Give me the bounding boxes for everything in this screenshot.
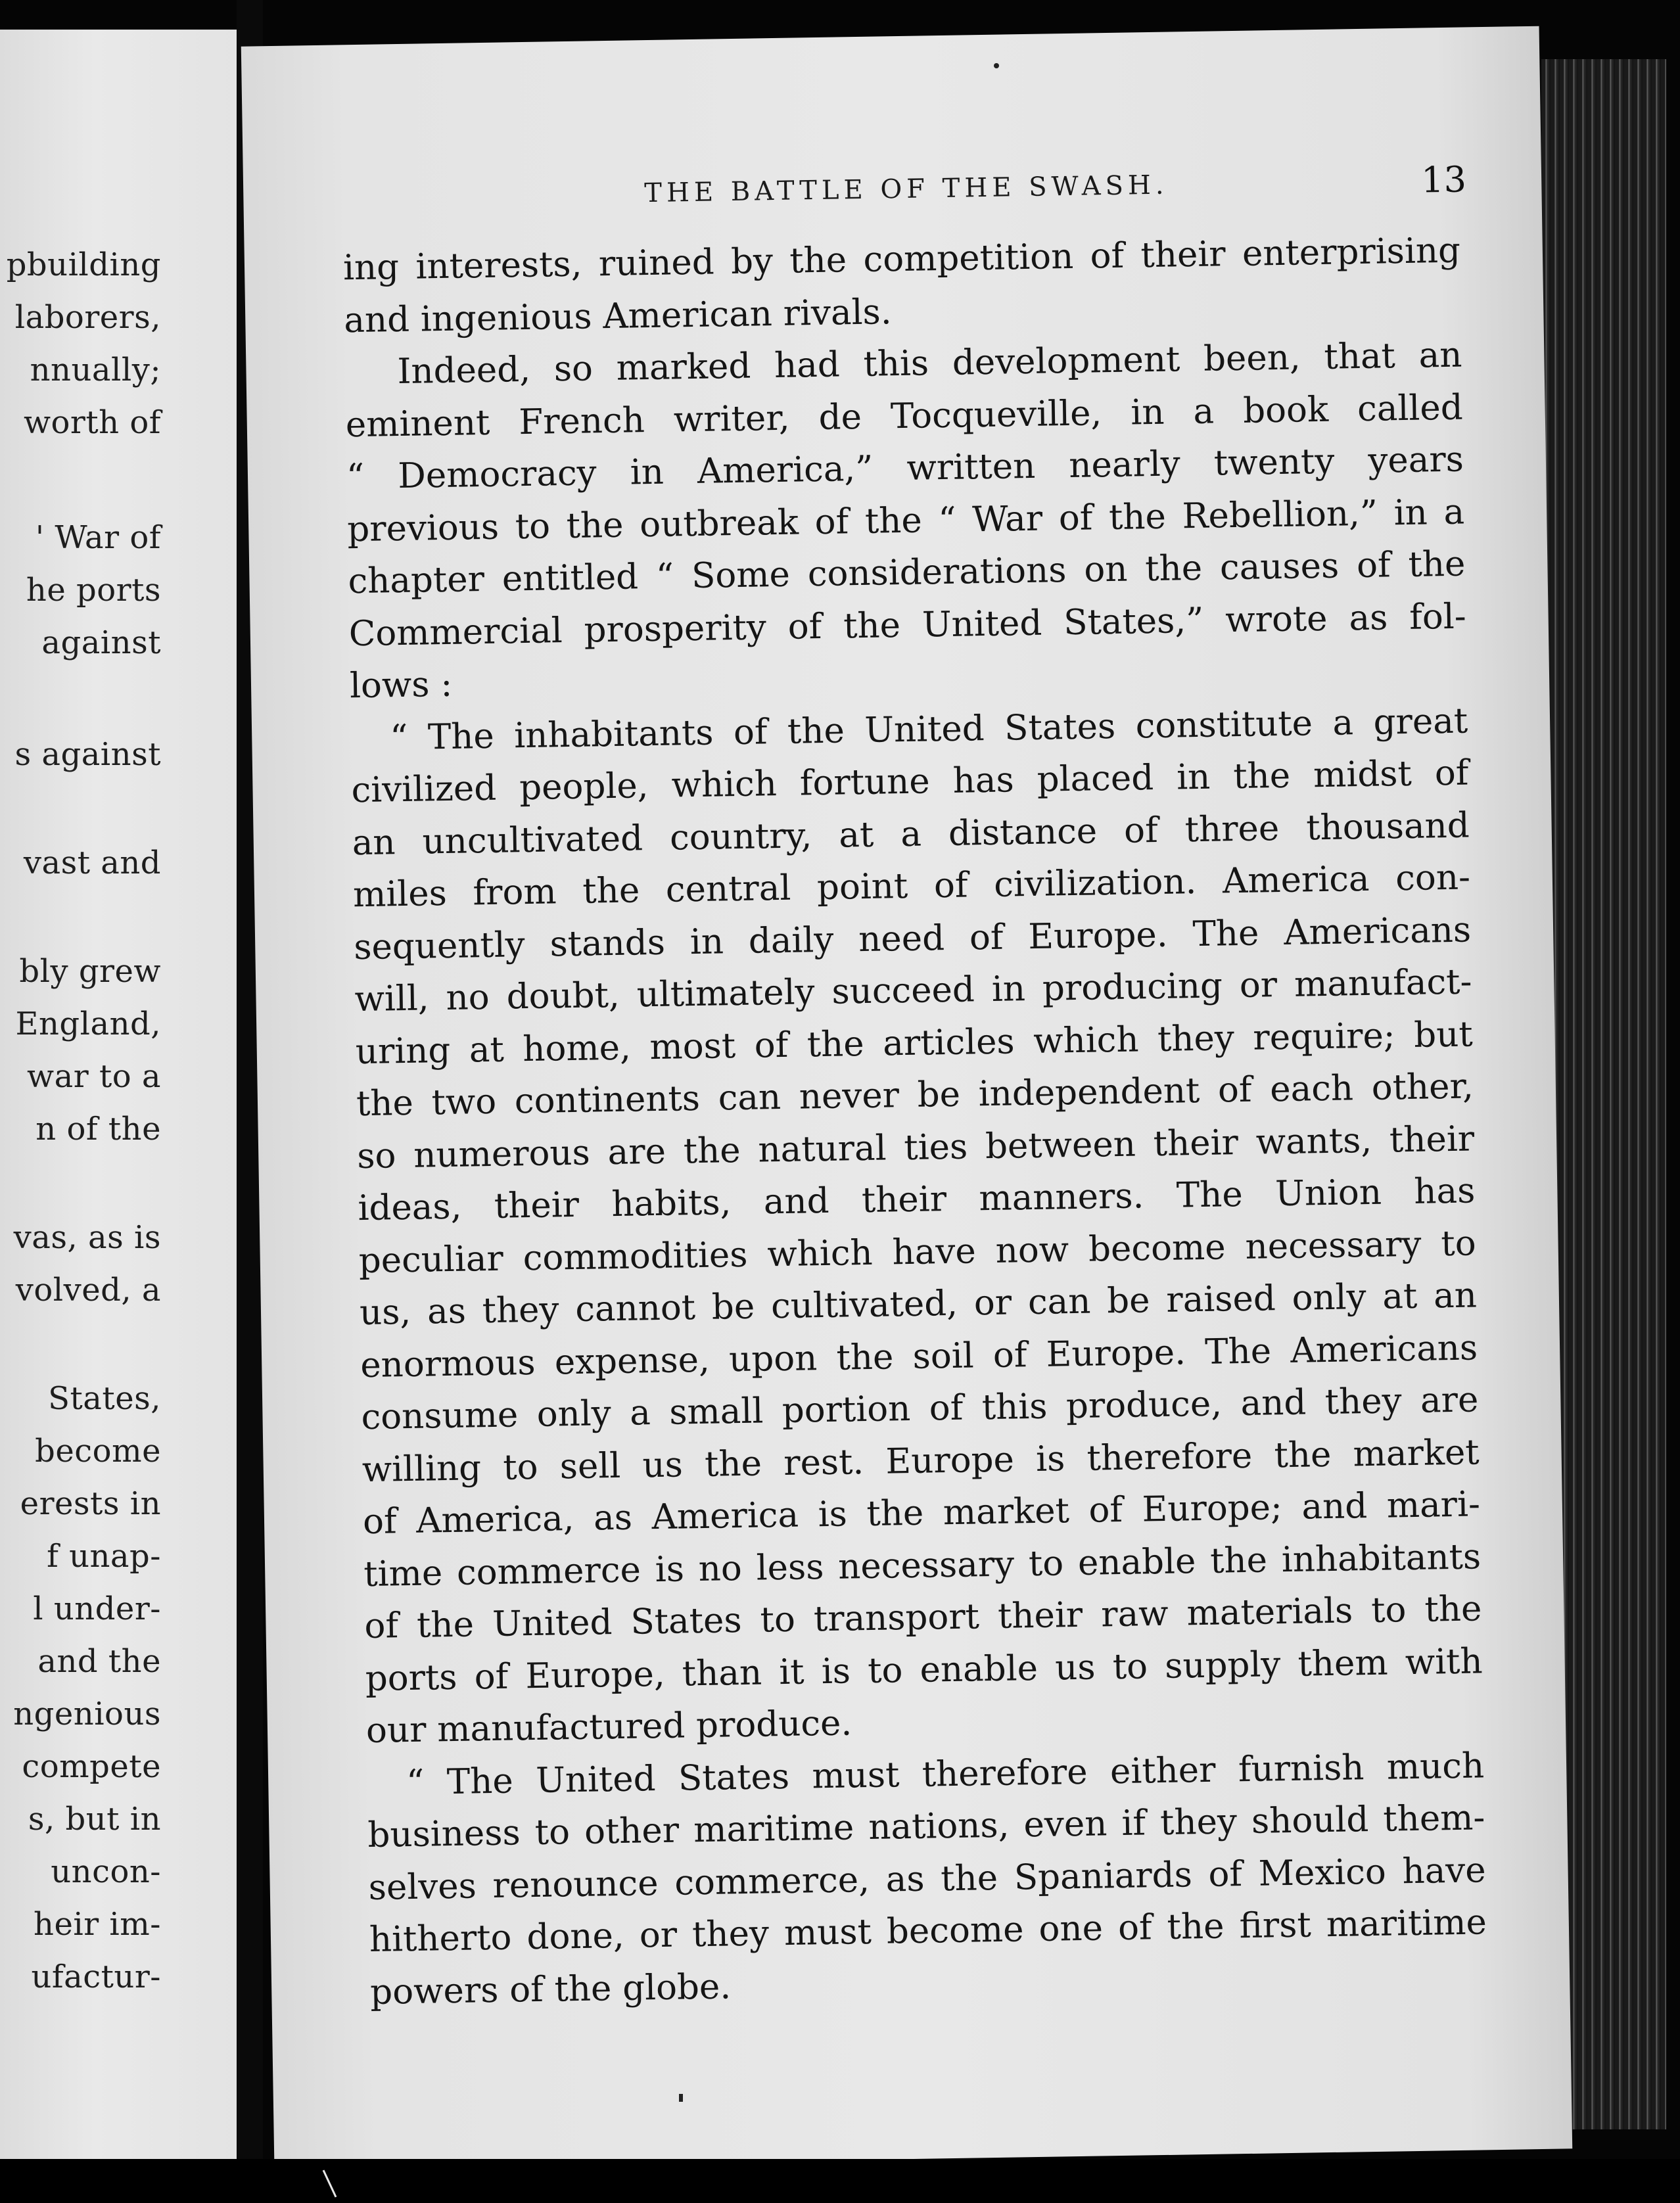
text-line: consume only a small portion of this produce, and they are [361, 1380, 1479, 1438]
left-line: s, but in [28, 1801, 161, 1838]
text-line: an uncultivated country, at a distance of three thousand [352, 805, 1470, 863]
text-line: business to other maritime nations, even if they should them- [367, 1797, 1485, 1856]
left-line: uncon- [51, 1853, 161, 1890]
left-line: l under- [33, 1590, 161, 1627]
text-line: ports of Europe, than it is to enable us to supply them with [365, 1640, 1483, 1699]
text-line: so numerous are the natural ties between their wants, their [356, 1118, 1475, 1176]
left-line: f unap- [47, 1538, 161, 1575]
left-line: vast and [23, 845, 161, 881]
left-line: and the [37, 1643, 161, 1680]
left-line: laborers, [14, 299, 161, 336]
text-line: chapter entitled “ Some considerations on the causes of the [348, 544, 1466, 602]
text-line: sequently stands in daily need of Europe. The Americans [353, 909, 1472, 967]
text-line: lows : [349, 664, 453, 707]
left-line: vas, as is [13, 1219, 161, 1256]
left-line: compete [22, 1748, 161, 1785]
left-line: bly grew [19, 953, 161, 990]
text-line: civilized people, which fortune has placed in the midst of [351, 753, 1469, 811]
left-line: England, [15, 1006, 161, 1042]
ink-speck [994, 63, 999, 68]
text-line: previous to the outbreak of the “ War of the Rebellion,” in a [346, 492, 1465, 549]
text-line: willing to sell us the rest. Europe is therefore the market [362, 1431, 1480, 1490]
text-line: hitherto done, or they must become one of the first maritime [369, 1902, 1487, 1960]
left-line: s against [14, 736, 161, 773]
left-line: become [35, 1433, 161, 1470]
text-line: enormous expense, upon the soil of Europe. The Americans [360, 1327, 1478, 1385]
text-line: of the United States to transport their raw materials to the [364, 1588, 1482, 1647]
ink-speck [679, 2094, 683, 2102]
body-text [342, 225, 1487, 2018]
left-page [0, 30, 237, 2159]
left-line: n of the [35, 1111, 161, 1148]
left-line: worth of [23, 404, 161, 441]
text-line: of America, as America is the market of Europe; and mari- [362, 1484, 1481, 1542]
left-line: States, [48, 1380, 161, 1417]
text-line: “ The inhabitants of the United States constitute a great [389, 701, 1468, 758]
scan-mark [323, 2169, 337, 2197]
right-page [241, 26, 1572, 2169]
left-line: ' War of [35, 519, 161, 556]
text-line: Commercial prosperity of the United States,” wrote as fol- [348, 596, 1467, 654]
left-line: pbuilding [6, 246, 161, 283]
text-line: uring at home, most of the articles which they require; but [355, 1013, 1474, 1072]
text-line: the two continents can never be independent of each other, [356, 1066, 1474, 1125]
text-line: will, no doubt, ultimately succeed in producing or manufact- [354, 962, 1472, 1020]
text-line: “ The United States must therefore either furnish much [406, 1745, 1485, 1803]
text-line: “ Democracy in America,” written nearly twenty years [346, 439, 1464, 498]
running-head: THE BATTLE OF THE SWASH. [643, 170, 1169, 209]
left-line: erests in [20, 1485, 161, 1522]
left-line: ufactur- [31, 1959, 161, 1995]
text-line: ideas, their habits, and their manners. The Union has [358, 1171, 1476, 1229]
text-line: Indeed, so marked had this development been, that an [397, 335, 1462, 392]
left-line: heir im- [34, 1906, 161, 1943]
left-line: nnually; [30, 352, 161, 388]
left-line: volved, a [15, 1272, 161, 1309]
page-number: 13 [1420, 158, 1467, 201]
scan-border [0, 2159, 1680, 2203]
text-line: time commerce is no less necessary to enable the inhabitants [363, 1536, 1482, 1594]
text-line: selves renounce commerce, as the Spaniards of Mexico have [368, 1849, 1487, 1908]
text-line: eminent French writer, de Tocqueville, in a book called [345, 387, 1464, 445]
left-line: ngenious [13, 1696, 161, 1732]
text-line: us, as they cannot be cultivated, or can be raised only at an [359, 1275, 1478, 1333]
text-line: powers of the globe. [369, 1966, 732, 2012]
text-line: miles from the central point of civilization. America con- [352, 857, 1471, 916]
text-line: our manufactured produce. [365, 1703, 852, 1751]
text-line: ing interests, ruined by the competition of their enterprising [342, 230, 1461, 289]
left-line: he ports [26, 572, 161, 609]
left-line: against [41, 624, 161, 661]
text-line: peculiar commodities which have now become necessary to [358, 1222, 1477, 1281]
left-line: war to a [27, 1058, 161, 1095]
text-line: and ingenious American rivals. [343, 291, 893, 340]
